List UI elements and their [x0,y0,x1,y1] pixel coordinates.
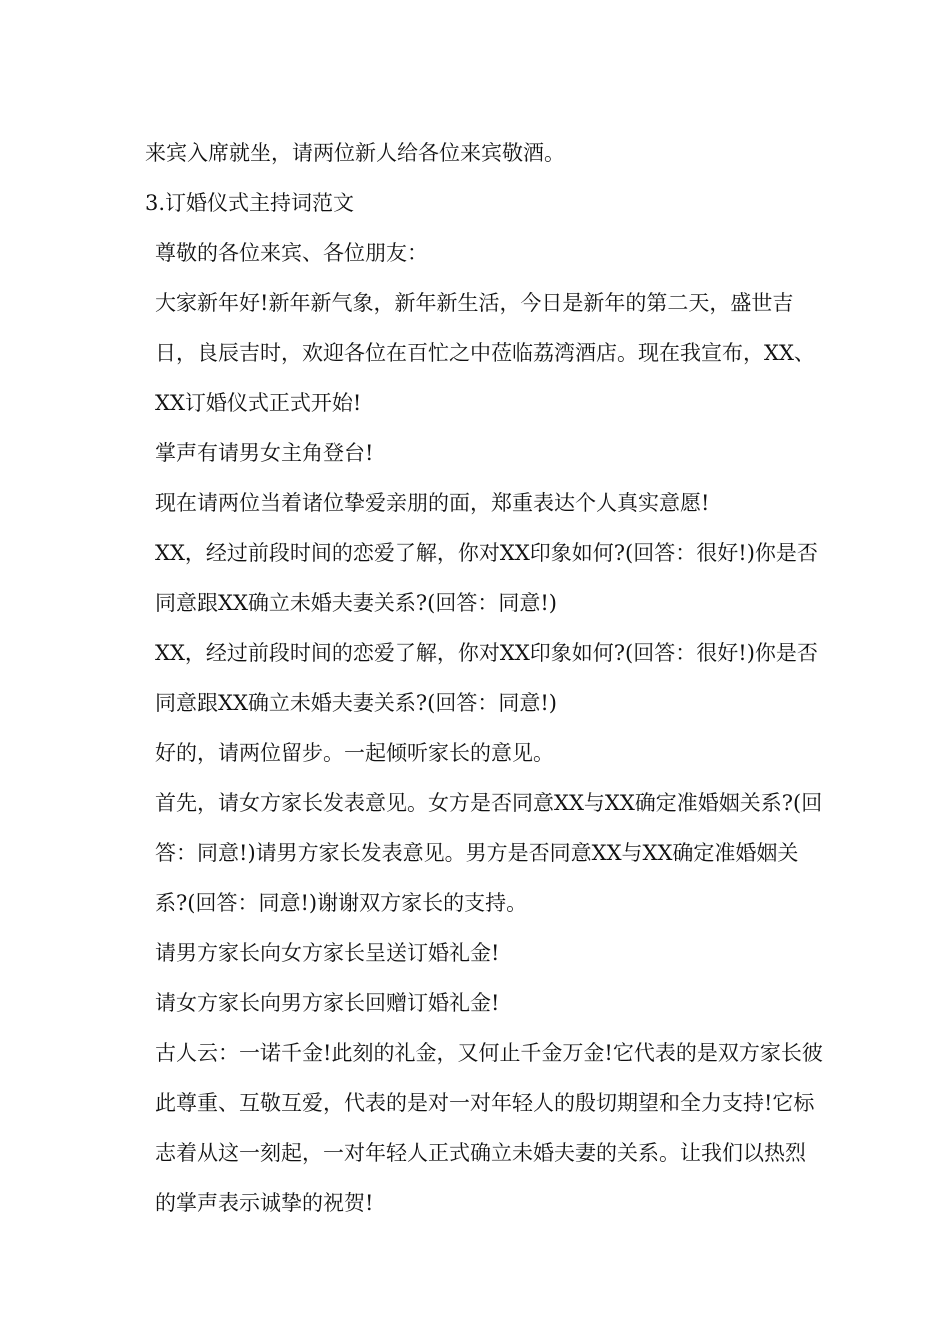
paragraph-parents-consent: 首先，请女方家长发表意见。女方是否同意XX与XX确定准婚姻关系?(回答：同意!)请男方家长发表意见。男方是否同意XX与XX确定准婚姻关系?(回答：同意!)谢谢双方家长的支持。 [155,791,823,915]
section-heading: 3.订婚仪式主持词范文 [145,191,355,215]
paragraph-express-wishes: 现在请两位当着诸位挚爱亲朋的面，郑重表达个人真实意愿! [155,491,710,515]
paragraph-question-second: XX，经过前段时间的恋爱了解，你对XX印象如何?(回答：很好!)你是否同意跟XX确立未婚夫妻关系?(回答：同意!) [155,641,818,715]
paragraph-closing-previous: 来宾入席就坐，请两位新人给各位来宾敬酒。 [145,141,565,165]
document-body [145,128,825,1228]
paragraph-parents-opinion: 好的，请两位留步。一起倾听家长的意见。 [155,741,554,765]
paragraph-blessing: 古人云：一诺千金!此刻的礼金，又何止千金万金!它代表的是双方家长彼此尊重、互敬互爱，代表的是对一对年轻人的殷切期望和全力支持!它标志着从这一刻起，一对年轻人正式确立未婚夫妻的关系。让我们以热烈的掌声表示诚挚的祝贺! [155,1041,823,1215]
paragraph-greeting: 尊敬的各位来宾、各位朋友： [155,241,428,265]
paragraph-question-first: XX，经过前段时间的恋爱了解，你对XX印象如何?(回答：很好!)你是否同意跟XX确立未婚夫妻关系?(回答：同意!) [155,541,818,615]
paragraph-groom-gift: 请男方家长向女方家长呈送订婚礼金! [155,941,500,965]
paragraph-invite-couple: 掌声有请男女主角登台! [155,441,374,465]
paragraph-bride-gift: 请女方家长向男方家长回赠订婚礼金! [155,991,500,1015]
paragraph-opening: 大家新年好!新年新气象，新年新生活，今日是新年的第二天，盛世吉日，良辰吉时，欢迎各位在百忙之中莅临荔湾酒店。现在我宣布，XX、XX订婚仪式正式开始! [155,291,815,415]
